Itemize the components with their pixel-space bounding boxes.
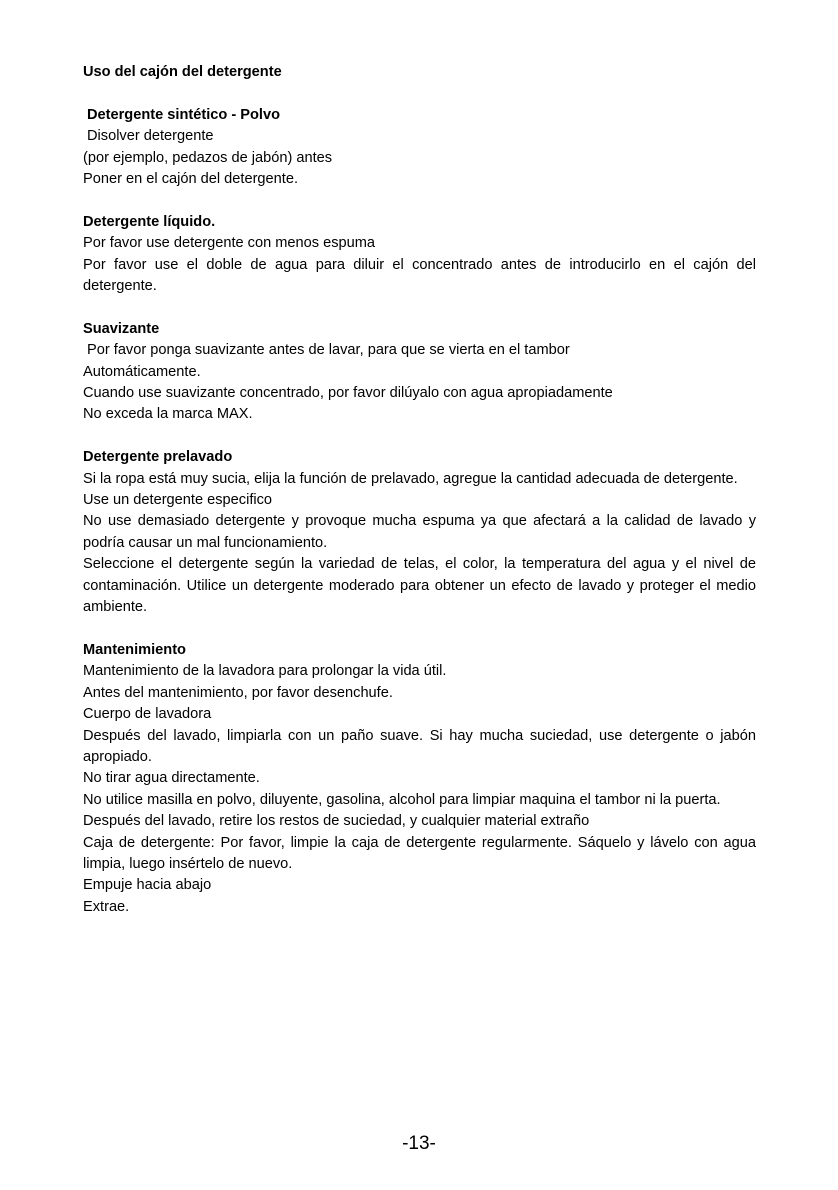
- maintenance-line-10: Extrae.: [83, 898, 130, 915]
- softener-line-2: Automáticamente.: [83, 363, 201, 380]
- document-title: Uso del cajón del detergente: [83, 64, 282, 80]
- maintenance-line-9: Empuje hacia abajo: [83, 877, 212, 894]
- maintenance-line-2: Antes del mantenimiento, por favor desenchufe.: [83, 684, 393, 701]
- spacer: [83, 619, 756, 640]
- section-liquid: [83, 212, 756, 298]
- section-powder: [83, 105, 756, 191]
- prewash-line-3: No use demasiado detergente y provoque mucha espuma ya que afectará a la calidad de lavado y podría causar un mal funcionamiento.: [83, 513, 756, 551]
- spacer: [83, 83, 756, 104]
- spacer: [83, 190, 756, 211]
- powder-line-2: (por ejemplo, pedazos de jabón) antes: [83, 149, 333, 166]
- softener-line-4: No exceda la marca MAX.: [83, 406, 253, 423]
- section-heading-liquid: Detergente líquido.: [83, 213, 216, 230]
- liquid-line-1: Por favor use detergente con menos espuma: [83, 235, 376, 252]
- section-heading-powder: Detergente sintético - Polvo: [87, 106, 280, 123]
- liquid-line-2: Por favor use el doble de agua para diluir el concentrado antes de introducirlo en el cajón del detergente.: [83, 256, 756, 295]
- powder-line-3: Poner en el cajón del detergente.: [83, 171, 299, 188]
- document-body: [83, 62, 756, 918]
- prewash-line-1: Si la ropa está muy sucia, elija la función de prelavado, agregue la cantidad adecuada de detergente.: [83, 470, 738, 487]
- prewash-line-4: Seleccione el detergente según la variedad de telas, el color, la temperatura del agua y el nivel de contaminación. Utilice un detergente moderado para obtener un efecto de lavado y proteger el medio ambiente.: [83, 556, 756, 616]
- page-number: -13-: [402, 1133, 436, 1154]
- section-heading-prewash: Detergente prelavado: [83, 449, 233, 466]
- spacer: [83, 297, 756, 318]
- softener-line-3: Cuando use suavizante concentrado, por favor dilúyalo con agua apropiadamente: [83, 385, 613, 402]
- prewash-line-2: Use un detergente especifico: [83, 492, 273, 509]
- softener-line-1: Por favor ponga suavizante antes de lavar, para que se vierta en el tambor: [87, 342, 570, 359]
- maintenance-line-1: Mantenimiento de la lavadora para prolongar la vida útil.: [83, 663, 447, 680]
- section-prewash: [83, 447, 756, 618]
- maintenance-line-5: No tirar agua directamente.: [83, 770, 260, 787]
- maintenance-line-3: Cuerpo de lavadora: [83, 706, 212, 723]
- section-maintenance: [83, 640, 756, 918]
- spacer: [83, 426, 756, 447]
- maintenance-line-4: Después del lavado, limpiarla con un paño suave. Si hay mucha suciedad, use detergente o jabón apropiado.: [83, 727, 756, 765]
- maintenance-line-6: No utilice masilla en polvo, diluyente, gasolina, alcohol para limpiar maquina el tambor ni la puerta.: [83, 791, 721, 808]
- powder-line-1: Disolver detergente: [87, 128, 214, 145]
- section-heading-maintenance: Mantenimiento: [83, 641, 186, 658]
- maintenance-line-8: Caja de detergente: Por favor, limpie la caja de detergente regularmente. Sáquelo y lávelo con agua limpia, luego insértelo de nuevo.: [83, 834, 756, 872]
- section-heading-softener: Suavizante: [83, 320, 160, 337]
- maintenance-line-7: Después del lavado, retire los restos de suciedad, y cualquier material extraño: [83, 813, 590, 830]
- section-softener: [83, 319, 756, 426]
